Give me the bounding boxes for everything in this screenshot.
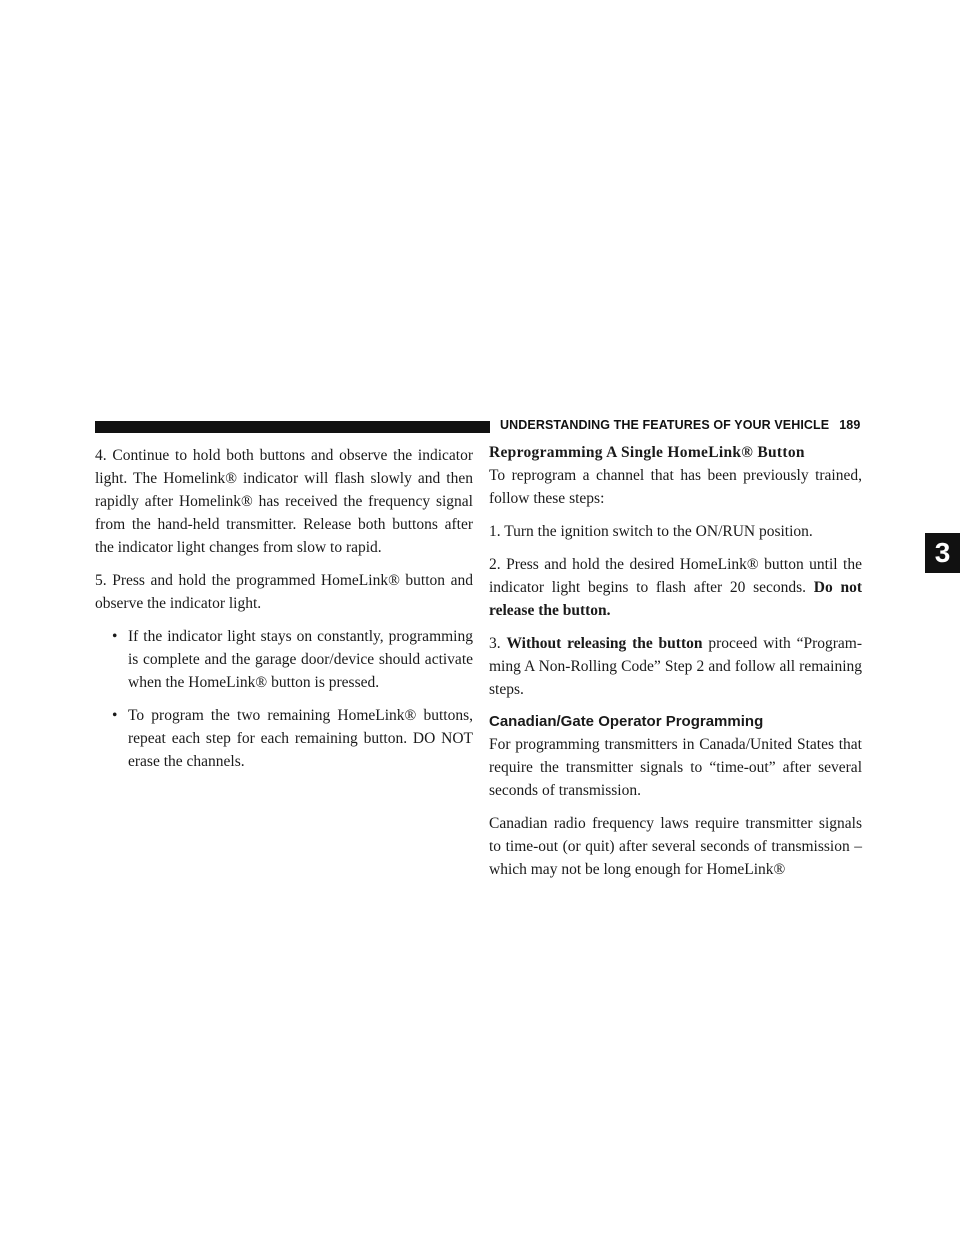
bullet-icon: • xyxy=(112,707,118,724)
page-number: 189 xyxy=(839,418,861,432)
section-title: UNDERSTANDING THE FEATURES OF YOUR VEHICLE xyxy=(500,418,830,432)
reprogram-intro: To reprogram a channel that has been previously trained, follow these steps: xyxy=(489,467,862,507)
step-3-emphasis: Without releasing the button xyxy=(506,635,703,652)
step-4: 4. Continue to hold both buttons and observe the indicator light. The Homelink® indicator will flash slowly and then rapidly after Homelink® has received the frequency signal from the hand-held transmitter. Release both buttons after the indicator light changes from slow to rapid. xyxy=(95,447,473,556)
step-1: 1. Turn the ignition switch to the ON/RUN position. xyxy=(489,523,813,540)
step-3 xyxy=(489,632,862,701)
chapter-tab: 3 xyxy=(925,533,960,573)
heading-canadian-gate: Canadian/Gate Operator Programming xyxy=(489,713,764,730)
canadian-para-2: Canadian radio frequency laws require transmitter signals to time-out (or quit) after several seconds of transmission – which may not be long enough for HomeLink® xyxy=(489,815,862,878)
step-2-text: 2. Press and hold the desired HomeLink® button until the indicator light begins to flash after 20 seconds. xyxy=(489,556,862,596)
step-2 xyxy=(489,553,862,622)
bullet-text: If the indicator light stays on constantly, programming is complete and the garage door/device should activate when the HomeLink® button is pressed. xyxy=(128,628,473,691)
step-2-warning: Do not release the button. xyxy=(489,579,862,619)
bullet-icon: • xyxy=(112,628,118,645)
step-3-number: 3. xyxy=(489,635,507,652)
heading-reprogramming: Reprogramming A Single HomeLink® Button xyxy=(489,444,805,461)
bullet-item xyxy=(95,704,473,773)
running-header xyxy=(500,418,860,432)
right-column xyxy=(489,441,862,891)
header-rule xyxy=(95,421,490,433)
step-5: 5. Press and hold the programmed HomeLink® button and observe the indicator light. xyxy=(95,572,473,612)
bullet-text: To program the two remaining HomeLink® buttons, repeat each step for each remaining button. DO NOT erase the channels. xyxy=(128,707,473,770)
left-column xyxy=(95,444,473,783)
canadian-para-1: For programming transmitters in Canada/United States that require the transmitter signals to “time-out” after several seconds of transmission. xyxy=(489,736,862,799)
step-3-text: proceed with “Programming A Non-Rolling Code” Step 2 and follow all remaining steps. xyxy=(489,635,863,698)
bullet-item xyxy=(95,625,473,694)
